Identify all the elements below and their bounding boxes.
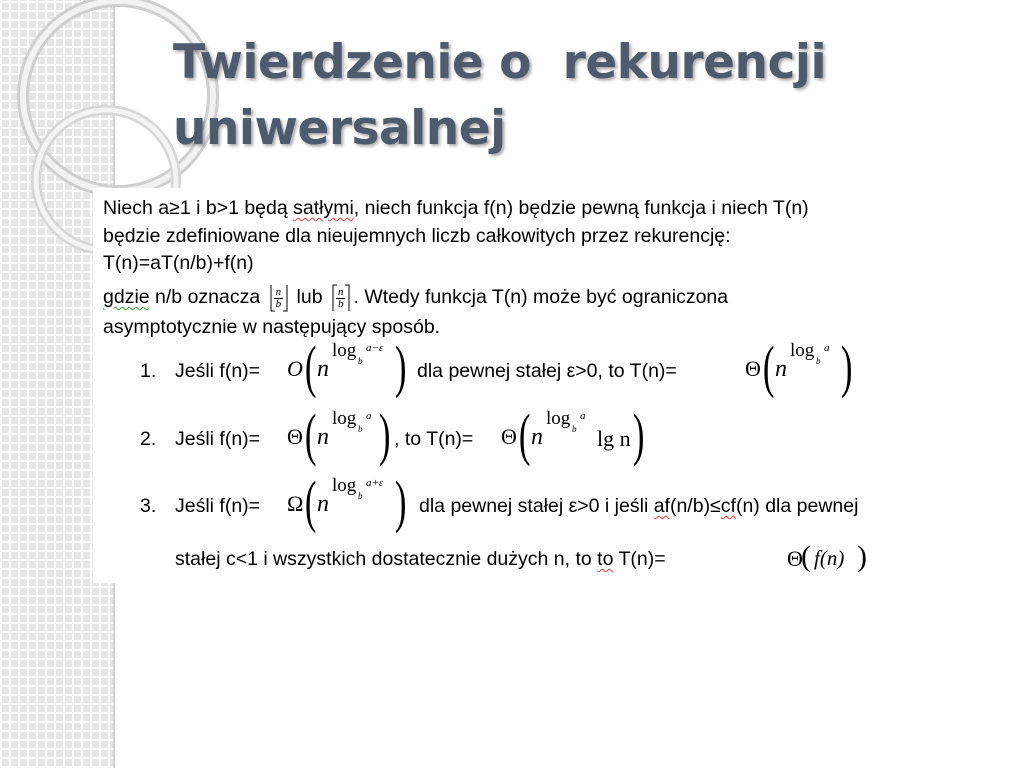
- log-exponent: a+ε: [366, 477, 384, 489]
- case-3-text: (n/b)≤: [669, 495, 721, 517]
- right-paren: ): [378, 402, 391, 467]
- right-paren: ): [632, 402, 645, 467]
- intro-text: . Wtedy funkcja T(n) może być ograniczona: [353, 286, 729, 309]
- intro-line-1: [103, 196, 809, 220]
- math-n: n: [317, 356, 329, 382]
- log-exponent: a: [580, 410, 586, 422]
- log-base: b: [358, 491, 363, 501]
- intro-line-4: [103, 283, 728, 313]
- case-1-lead: Jeśli f(n)=: [175, 360, 261, 382]
- log-exponent: a: [366, 410, 372, 422]
- intro-line-2: będzie zdefiniowane dla nieujemnych liczb całkowitych przez rekurencję:: [103, 225, 731, 247]
- case-3-text: T(n)=: [613, 548, 666, 570]
- intro-text: Niech a≥1 i b>1 będą: [103, 197, 294, 219]
- case-2-formula-2: [501, 404, 651, 474]
- case-3-text: stałej c<1 i wszystkich dostatecznie dużych n, to: [175, 548, 598, 570]
- page-title: [173, 30, 973, 162]
- case-2-formula-1: [287, 404, 397, 474]
- ceiling-expression: [330, 283, 352, 313]
- log-base: b: [572, 424, 577, 434]
- misspelled-word: to: [597, 548, 614, 570]
- log-exponent: a−ε: [366, 342, 384, 354]
- intro-text: , niech funkcja f(n) będzie pewną funkcja i niech T(n): [353, 197, 809, 219]
- right-paren: ): [394, 469, 407, 534]
- case-2-number: 2.: [140, 428, 157, 450]
- case-2-lead: Jeśli f(n)=: [175, 428, 261, 450]
- theta-symbol: Θ: [287, 424, 303, 449]
- fraction-denominator: b: [275, 298, 282, 311]
- theta-symbol: Θ: [745, 356, 761, 381]
- log-base: b: [358, 424, 363, 434]
- grammar-flagged-word: gdzie: [103, 286, 150, 309]
- intro-text: n/b oznacza: [149, 286, 266, 309]
- left-paren: (: [304, 402, 317, 467]
- case-3-text: (n) dla pewnej: [735, 495, 859, 517]
- case-1-number: 1.: [140, 360, 157, 382]
- log-exponent: a: [824, 342, 830, 354]
- left-paren: (: [801, 540, 811, 573]
- math-n: n: [531, 424, 543, 450]
- title-line-1: Twierdzenie o rekurencji: [173, 35, 827, 90]
- fraction-numerator: n: [275, 286, 282, 299]
- lg-n: lg n: [597, 426, 631, 451]
- math-log: log: [332, 408, 357, 429]
- theta-symbol: Θ: [501, 424, 517, 449]
- left-paren: (: [762, 334, 775, 399]
- f-of-n: f(n): [814, 546, 845, 570]
- log-base: b: [816, 356, 821, 366]
- right-paren: ): [840, 334, 853, 399]
- theta-symbol: Θ: [787, 546, 803, 571]
- right-paren: ): [857, 540, 867, 573]
- fraction-denominator: b: [337, 298, 344, 311]
- misspelled-word: cf: [720, 495, 736, 517]
- case-3-middle: [419, 494, 858, 518]
- case-1-formula-2: [745, 336, 860, 406]
- math-log: log: [332, 475, 357, 496]
- intro-text: lub: [291, 286, 328, 309]
- math-n: n: [775, 356, 787, 382]
- case-3-number: 3.: [140, 495, 157, 517]
- case-3-line-2: [175, 547, 666, 571]
- case-3-formula-2: [787, 542, 877, 578]
- math-log: log: [332, 340, 357, 361]
- case-3-formula-1: [287, 471, 412, 541]
- fraction-numerator: n: [337, 286, 344, 299]
- title-line-2: uniwersalnej: [173, 101, 506, 156]
- math-n: n: [317, 424, 329, 450]
- math-n: n: [317, 491, 329, 517]
- math-log: log: [790, 340, 815, 361]
- misspelled-word: satłymi: [293, 197, 354, 219]
- big-o-symbol: O: [287, 356, 303, 381]
- case-1-middle: dla pewnej stałej ε>0, to T(n)=: [417, 360, 677, 382]
- left-paren: (: [518, 402, 531, 467]
- intro-line-5: asymptotycznie w następujący sposób.: [103, 316, 441, 338]
- case-3-lead: Jeśli f(n)=: [175, 495, 261, 517]
- left-paren: (: [304, 469, 317, 534]
- omega-symbol: Ω: [287, 491, 304, 516]
- right-paren: ): [394, 334, 407, 399]
- case-3-text: dla pewnej stałej ε>0 i jeśli: [419, 495, 654, 517]
- floor-expression: [268, 283, 290, 313]
- case-2-middle: , to T(n)=: [394, 428, 474, 450]
- math-log: log: [546, 408, 571, 429]
- left-paren: (: [304, 334, 317, 399]
- case-1-formula-1: [287, 336, 412, 406]
- misspelled-word: af: [653, 495, 670, 517]
- log-base: b: [358, 356, 363, 366]
- intro-line-3: T(n)=aT(n/b)+f(n): [103, 252, 254, 274]
